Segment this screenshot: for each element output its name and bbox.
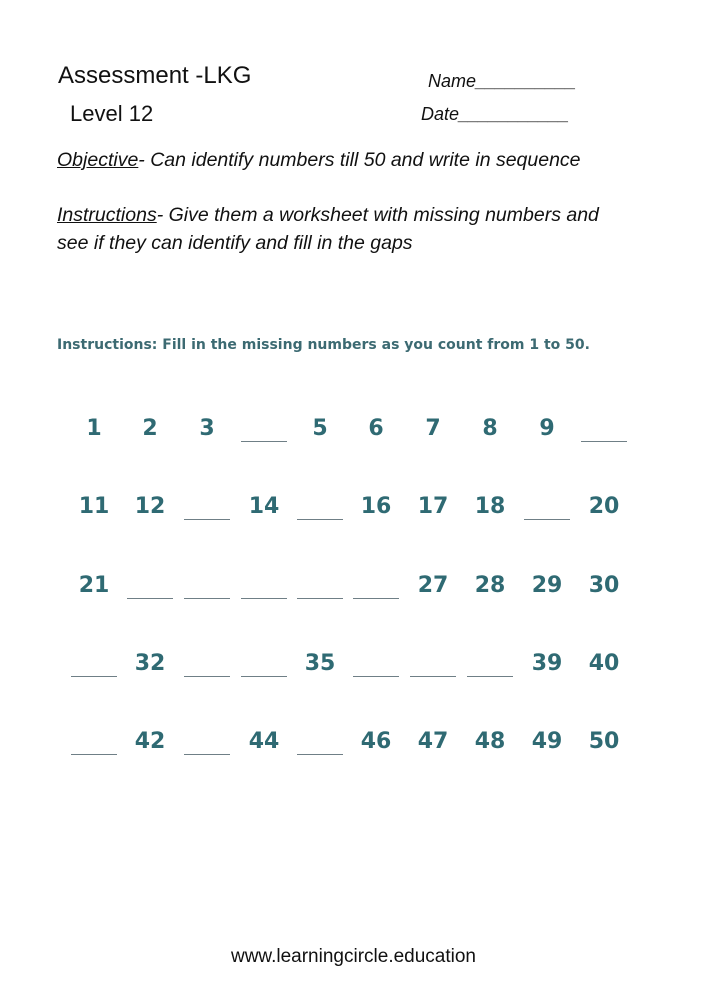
instructions-text: - Give them a worksheet with missing numbers and see if they can identify and fill in the gaps: [57, 204, 599, 254]
page-title: Assessment -LKG: [58, 62, 252, 89]
number-cell: 2: [142, 416, 158, 441]
answer-blank[interactable]: [184, 598, 230, 599]
number-cell: 21: [78, 573, 110, 598]
number-cell: 50: [588, 729, 620, 754]
answer-blank[interactable]: [297, 754, 343, 755]
level-label: Level 12: [70, 101, 154, 126]
number-cell: 40: [588, 651, 620, 676]
number-cell: 9: [539, 416, 555, 441]
answer-blank[interactable]: [297, 598, 343, 599]
answer-blank[interactable]: [241, 441, 287, 442]
number-cell: 46: [360, 729, 392, 754]
answer-blank[interactable]: [241, 676, 287, 677]
number-cell: 18: [474, 494, 506, 519]
answer-blank[interactable]: [71, 754, 117, 755]
number-cell: 20: [588, 494, 620, 519]
answer-blank[interactable]: [297, 519, 343, 520]
answer-blank[interactable]: [184, 754, 230, 755]
answer-blank[interactable]: [184, 676, 230, 677]
number-cell: 30: [588, 573, 620, 598]
number-cell: 17: [417, 494, 449, 519]
number-cell: 6: [368, 416, 384, 441]
answer-blank[interactable]: [127, 598, 173, 599]
number-cell: 12: [134, 494, 166, 519]
answer-blank[interactable]: [410, 676, 456, 677]
number-cell: 48: [474, 729, 506, 754]
date-field-line: Date___________: [421, 104, 570, 124]
number-cell: 14: [248, 494, 280, 519]
footer-url: www.learningcircle.education: [230, 946, 476, 967]
number-cell: 39: [531, 651, 563, 676]
number-cell: 3: [199, 416, 215, 441]
objective-text: - Can identify numbers till 50 and write in sequence: [138, 149, 581, 171]
objective-label: Objective: [57, 149, 139, 171]
number-cell: 16: [360, 494, 392, 519]
answer-blank[interactable]: [184, 519, 230, 520]
fill-instruction: Instructions: Fill in the missing numbers as you count from 1 to 50.: [57, 337, 590, 353]
answer-blank[interactable]: [467, 676, 513, 677]
number-cell: 11: [78, 494, 110, 519]
number-cell: 49: [531, 729, 563, 754]
instructions-label: Instructions: [57, 204, 157, 226]
number-cell: 27: [417, 573, 449, 598]
number-cell: 35: [304, 651, 336, 676]
answer-blank[interactable]: [581, 441, 627, 442]
number-cell: 5: [312, 416, 328, 441]
answer-blank[interactable]: [241, 598, 287, 599]
number-cell: 7: [425, 416, 441, 441]
number-cell: 42: [134, 729, 166, 754]
name-field-line: Name__________: [428, 71, 577, 91]
answer-blank[interactable]: [524, 519, 570, 520]
number-cell: 32: [134, 651, 166, 676]
number-cell: 1: [86, 416, 102, 441]
number-cell: 8: [482, 416, 498, 441]
number-cell: 29: [531, 573, 563, 598]
answer-blank[interactable]: [353, 598, 399, 599]
number-cell: 44: [248, 729, 280, 754]
answer-blank[interactable]: [353, 676, 399, 677]
answer-blank[interactable]: [71, 676, 117, 677]
number-cell: 47: [417, 729, 449, 754]
number-cell: 28: [474, 573, 506, 598]
